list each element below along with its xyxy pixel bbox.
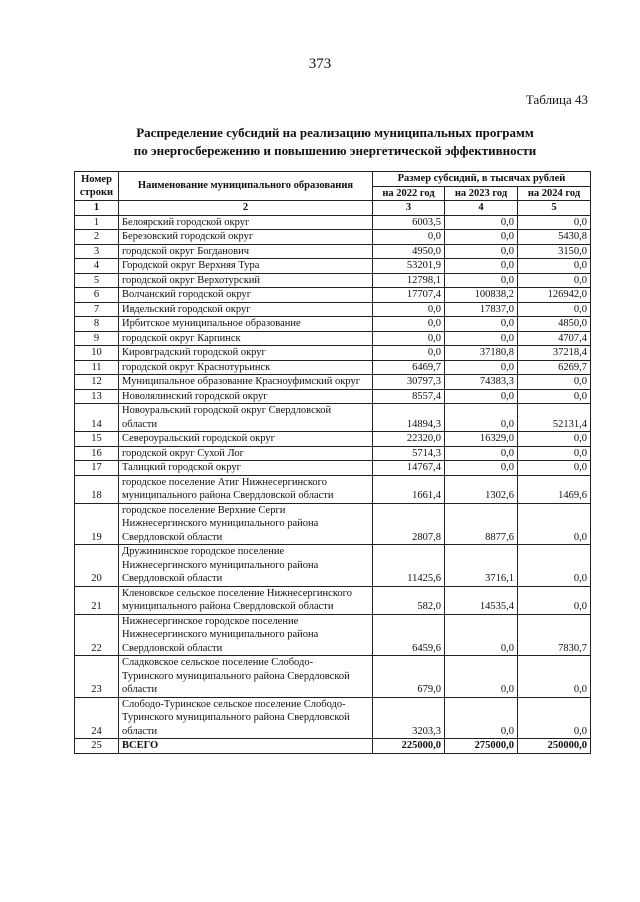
value-2023: 14535,4 <box>445 586 518 614</box>
municipality-name: городской округ Сухой Лог <box>119 446 373 461</box>
value-2023: 0,0 <box>445 317 518 332</box>
value-2023: 74383,3 <box>445 375 518 390</box>
value-2022: 2807,8 <box>373 503 445 545</box>
value-2023: 0,0 <box>445 697 518 739</box>
row-number: 25 <box>75 739 119 754</box>
table-row <box>75 432 591 447</box>
municipality-name-line: Свердловской области <box>122 531 223 543</box>
municipality-name-line: Свердловской области <box>122 573 223 584</box>
value-2024: 0,0 <box>518 215 591 230</box>
municipality-name: Кировградский городской округ <box>119 346 373 361</box>
value-2024: 0,0 <box>518 432 591 447</box>
value-2022: 0,0 <box>373 331 445 346</box>
value-2022: 17707,4 <box>373 288 445 303</box>
municipality-name: Березовский городской округ <box>119 230 373 245</box>
row-number: 16 <box>75 446 119 461</box>
row-number: 3 <box>75 244 119 259</box>
municipality-name: Новолялинский городской округ <box>119 389 373 404</box>
row-number: 20 <box>75 545 119 587</box>
header-num-line1: Номер <box>81 173 112 185</box>
table-row <box>75 545 591 587</box>
value-2024: 0,0 <box>518 273 591 288</box>
value-2023: 1302,6 <box>445 475 518 503</box>
header-2023: на 2023 год <box>445 186 518 201</box>
value-2022: 4950,0 <box>373 244 445 259</box>
table-row <box>75 244 591 259</box>
table-row <box>75 586 591 614</box>
total-row <box>75 739 591 754</box>
municipality-name-line: муниципального района Свердловской области <box>122 490 334 501</box>
value-2023: 37180,8 <box>445 346 518 361</box>
value-2024: 0,0 <box>518 389 591 404</box>
value-2022: 30797,3 <box>373 375 445 390</box>
row-number: 7 <box>75 302 119 317</box>
value-2024: 0,0 <box>518 656 591 698</box>
table-row <box>75 273 591 288</box>
value-2023: 3716,1 <box>445 545 518 587</box>
value-2022: 1661,4 <box>373 475 445 503</box>
row-number: 19 <box>75 503 119 545</box>
municipality-name-line: Сладковское сельское поселение Слободо- <box>122 657 314 668</box>
value-2022: 14767,4 <box>373 461 445 476</box>
row-number: 23 <box>75 656 119 698</box>
table-row <box>75 317 591 332</box>
municipality-name: Белоярский городской округ <box>119 215 373 230</box>
municipality-name: Муниципальное образование Красноуфимский округ <box>119 375 373 390</box>
value-2022: 0,0 <box>373 230 445 245</box>
value-2023: 8877,6 <box>445 503 518 545</box>
table-row <box>75 656 591 698</box>
title-line-2: по энергосбережению и повышению энергетической эффективности <box>133 143 537 158</box>
row-number: 14 <box>75 404 119 432</box>
value-2023: 0,0 <box>445 215 518 230</box>
value-2022: 6459,6 <box>373 614 445 656</box>
total-2024: 250000,0 <box>518 739 591 754</box>
value-2024: 37218,4 <box>518 346 591 361</box>
row-number: 6 <box>75 288 119 303</box>
value-2022: 582,0 <box>373 586 445 614</box>
value-2023: 0,0 <box>445 360 518 375</box>
header-2024: на 2024 год <box>518 186 591 201</box>
value-2023: 17837,0 <box>445 302 518 317</box>
title-line-1: Распределение субсидий на реализацию муниципальных программ <box>136 125 534 140</box>
value-2023: 0,0 <box>445 230 518 245</box>
value-2022: 14894,3 <box>373 404 445 432</box>
value-2023: 16329,0 <box>445 432 518 447</box>
municipality-name: Городской округ Верхняя Тура <box>119 259 373 274</box>
value-2024: 0,0 <box>518 461 591 476</box>
table-row <box>75 697 591 739</box>
municipality-name-line: Слободо-Туринское сельское поселение Слободо- <box>122 698 346 710</box>
municipality-name: городской округ Верхотурский <box>119 273 373 288</box>
municipality-name-line: городское поселение Атиг Нижнесергинского <box>122 476 327 488</box>
value-2022: 0,0 <box>373 302 445 317</box>
table-row <box>75 360 591 375</box>
row-number: 4 <box>75 259 119 274</box>
municipality-name: Волчанский городской округ <box>119 288 373 303</box>
row-number: 22 <box>75 614 119 656</box>
municipality-name-line: области <box>122 725 158 737</box>
municipality-name <box>119 586 373 614</box>
value-2024: 0,0 <box>518 503 591 545</box>
total-label: ВСЕГО <box>119 739 373 754</box>
value-2024: 4850,0 <box>518 317 591 332</box>
value-2023: 100838,2 <box>445 288 518 303</box>
value-2023: 0,0 <box>445 244 518 259</box>
table-row <box>75 475 591 503</box>
value-2022: 3203,3 <box>373 697 445 739</box>
municipality-name: Ирбитское муниципальное образование <box>119 317 373 332</box>
municipality-name <box>119 545 373 587</box>
table-row <box>75 389 591 404</box>
value-2024: 0,0 <box>518 302 591 317</box>
total-2023: 275000,0 <box>445 739 518 754</box>
municipality-name-line: области <box>122 418 158 430</box>
value-2024: 6269,7 <box>518 360 591 375</box>
value-2024: 0,0 <box>518 586 591 614</box>
table-title <box>0 124 640 160</box>
value-2024: 0,0 <box>518 375 591 390</box>
value-2022: 0,0 <box>373 346 445 361</box>
table-row <box>75 614 591 656</box>
municipality-name <box>119 697 373 739</box>
row-number: 2 <box>75 230 119 245</box>
col-index-4: 4 <box>445 201 518 216</box>
value-2024: 52131,4 <box>518 404 591 432</box>
municipality-name <box>119 656 373 698</box>
value-2022: 11425,6 <box>373 545 445 587</box>
municipality-name: Талицкий городской округ <box>119 461 373 476</box>
value-2024: 0,0 <box>518 446 591 461</box>
row-number: 15 <box>75 432 119 447</box>
municipality-name-line: Нижнесергинское городское поселение <box>122 615 299 627</box>
value-2023: 0,0 <box>445 389 518 404</box>
table-row <box>75 288 591 303</box>
row-number: 21 <box>75 586 119 614</box>
value-2024: 0,0 <box>518 697 591 739</box>
value-2022: 6003,5 <box>373 215 445 230</box>
value-2023: 0,0 <box>445 404 518 432</box>
row-number: 1 <box>75 215 119 230</box>
municipality-name-line: Дружининское городское поселение <box>122 546 285 557</box>
table-row <box>75 215 591 230</box>
total-2022: 225000,0 <box>373 739 445 754</box>
municipality-name: городской округ Карпинск <box>119 331 373 346</box>
value-2024: 0,0 <box>518 259 591 274</box>
value-2024: 5430,8 <box>518 230 591 245</box>
municipality-name-line: городское поселение Верхние Серги <box>122 504 286 516</box>
value-2024: 0,0 <box>518 545 591 587</box>
col-index-3: 3 <box>373 201 445 216</box>
municipality-name <box>119 475 373 503</box>
value-2022: 53201,9 <box>373 259 445 274</box>
municipality-name: Ивдельский городской округ <box>119 302 373 317</box>
row-number: 8 <box>75 317 119 332</box>
value-2022: 22320,0 <box>373 432 445 447</box>
table-row <box>75 302 591 317</box>
table-row <box>75 230 591 245</box>
value-2023: 0,0 <box>445 259 518 274</box>
row-number: 24 <box>75 697 119 739</box>
municipality-name-line: Кленовское сельское поселение Нижнесергинского <box>122 587 352 599</box>
municipality-name: Североуральский городской округ <box>119 432 373 447</box>
value-2023: 0,0 <box>445 614 518 656</box>
municipality-name-line: Нижнесергинского муниципального района <box>122 559 319 571</box>
header-municipality: Наименование муниципального образования <box>119 172 373 201</box>
table-row <box>75 331 591 346</box>
municipality-name-line: муниципального района Свердловской области <box>122 601 334 612</box>
table-row <box>75 404 591 432</box>
row-number: 12 <box>75 375 119 390</box>
col-index-2: 2 <box>119 201 373 216</box>
row-number: 18 <box>75 475 119 503</box>
municipality-name: городской округ Богданович <box>119 244 373 259</box>
municipality-name-line: Нижнесергинского муниципального района <box>122 518 319 529</box>
municipality-name-line: Нижнесергинского муниципального района <box>122 629 319 640</box>
row-number: 5 <box>75 273 119 288</box>
row-number: 13 <box>75 389 119 404</box>
value-2022: 12798,1 <box>373 273 445 288</box>
municipality-name-line: Свердловской области <box>122 642 223 654</box>
table-row <box>75 346 591 361</box>
header-num-line2: строки <box>79 187 114 198</box>
table-row <box>75 503 591 545</box>
value-2022: 679,0 <box>373 656 445 698</box>
municipality-name <box>119 404 373 432</box>
municipality-name: городской округ Краснотурьинск <box>119 360 373 375</box>
header-row-number <box>75 172 119 201</box>
municipality-name <box>119 614 373 656</box>
municipality-name-line: Новоуральский городской округ Свердловской <box>122 405 332 416</box>
value-2024: 7830,7 <box>518 614 591 656</box>
header-subsidy-size: Размер субсидий, в тысячах рублей <box>373 172 591 187</box>
row-number: 17 <box>75 461 119 476</box>
value-2024: 4707,4 <box>518 331 591 346</box>
row-number: 10 <box>75 346 119 361</box>
value-2023: 0,0 <box>445 461 518 476</box>
value-2022: 0,0 <box>373 317 445 332</box>
col-index-1: 1 <box>75 201 119 216</box>
table-row <box>75 461 591 476</box>
municipality-name <box>119 503 373 545</box>
table-label: Таблица 43 <box>525 92 588 107</box>
value-2024: 126942,0 <box>518 288 591 303</box>
value-2024: 1469,6 <box>518 475 591 503</box>
municipality-name-line: области <box>122 684 158 695</box>
municipality-name-line: Туринского муниципального района Свердловской <box>122 712 350 723</box>
col-index-5: 5 <box>518 201 591 216</box>
page-number: 373 <box>308 56 332 72</box>
header-2022: на 2022 год <box>373 186 445 201</box>
value-2024: 3150,0 <box>518 244 591 259</box>
value-2023: 0,0 <box>445 656 518 698</box>
value-2023: 0,0 <box>445 273 518 288</box>
value-2022: 6469,7 <box>373 360 445 375</box>
municipality-name-line: Туринского муниципального района Свердловской <box>122 670 350 682</box>
value-2022: 8557,4 <box>373 389 445 404</box>
table-row <box>75 259 591 274</box>
value-2023: 0,0 <box>445 446 518 461</box>
table-row <box>75 375 591 390</box>
value-2023: 0,0 <box>445 331 518 346</box>
table-row <box>75 446 591 461</box>
row-number: 9 <box>75 331 119 346</box>
row-number: 11 <box>75 360 119 375</box>
subsidy-table <box>74 171 591 754</box>
value-2022: 5714,3 <box>373 446 445 461</box>
